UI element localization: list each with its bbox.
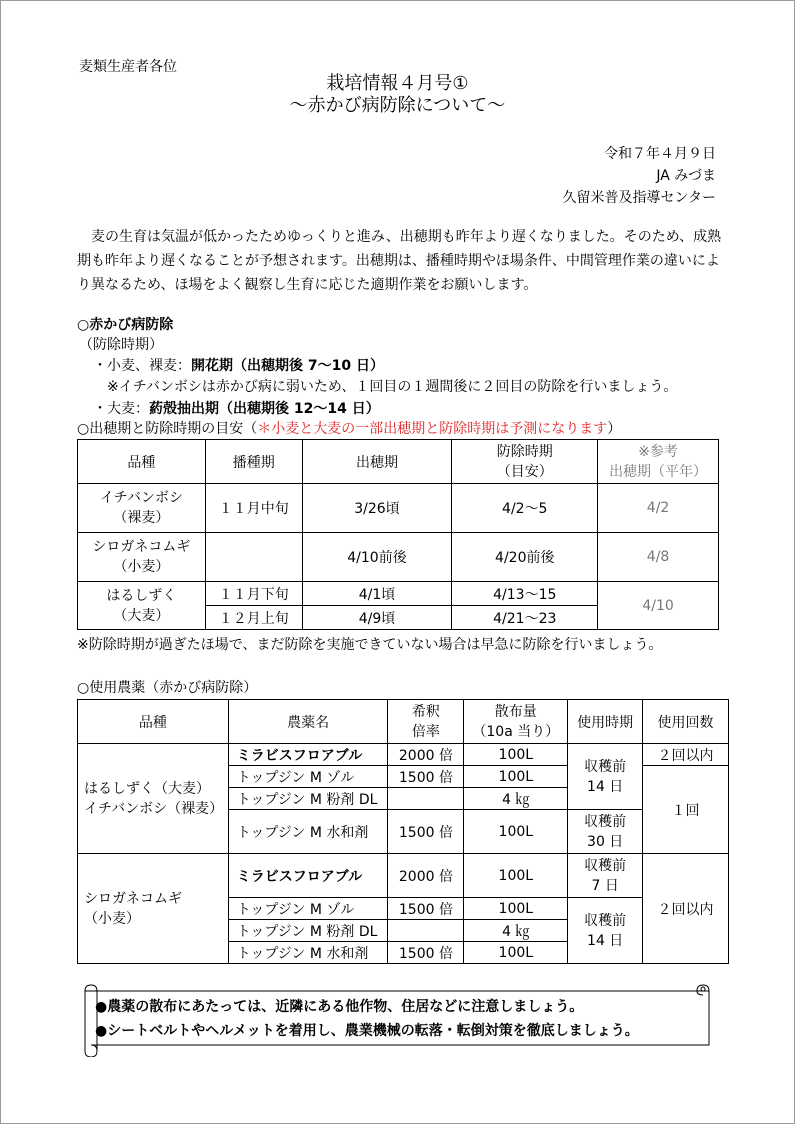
control-cell: 4/21～23 (452, 606, 598, 630)
amount-cell: 100L (464, 766, 568, 788)
wheat-timing-prefix: ・小麦、裸麦： (93, 358, 191, 374)
variety-cell: シロガネコムギ （小麦） (78, 854, 229, 964)
control-cell: 4/20前後 (452, 533, 598, 582)
dilution-cell (388, 920, 464, 942)
pesticide-name: トップジン M ゾル (228, 898, 388, 920)
dilution-cell: 2000 倍 (388, 854, 464, 898)
sowing-cell (205, 533, 302, 582)
header-timing: 使用時期 (568, 700, 643, 744)
ichibanboshi-note: ※イチバンボシは赤かび病に弱いため、１回目の１週間後に２回目の防除を行いましょう。 (107, 379, 678, 395)
dilution-cell: 2000 倍 (388, 744, 464, 766)
timing-cell: 収穫前 14 日 (568, 744, 643, 810)
normal-cell: 4/2 (598, 484, 719, 533)
header-reference: ※参考 出穂期（平年） (598, 440, 719, 484)
header-variety: 品種 (78, 440, 206, 484)
dilution-cell: 1500 倍 (388, 942, 464, 964)
pesticide-name: トップジン M 水和剤 (228, 810, 388, 854)
count-cell: ２回以内 (643, 854, 729, 964)
amount-cell: 100L (464, 942, 568, 964)
table-header-row (78, 700, 729, 744)
heading-cell: 4/9頃 (302, 606, 452, 630)
heading-guide-caption (77, 418, 621, 438)
control-cell: 4/2～5 (452, 484, 598, 533)
table-row (78, 582, 719, 606)
barley-timing-bold: 葯殻抽出期（出穂期後 12～14 日） (149, 401, 380, 417)
intro-section (77, 225, 725, 297)
timing-cell: 収穫前 14 日 (568, 898, 643, 964)
count-cell: １回 (643, 766, 729, 854)
late-control-note: ※防除時期が過ぎたほ場で、まだ防除を実施できていない場合は早急に防除を行いましょう。 (77, 637, 663, 653)
section-heading-control: ○赤かび病防除 (77, 317, 174, 333)
heading-cell: 4/10前後 (302, 533, 452, 582)
table-row (78, 854, 729, 898)
control-cell: 4/13～15 (452, 582, 598, 606)
table-row (78, 533, 719, 582)
table-row (78, 744, 729, 766)
page-subtitle: ～赤かび病防除について～ (289, 95, 506, 116)
amount-cell: 100L (464, 744, 568, 766)
guide-warning: ＊小麦と大麦の一部出穂期と防除時期は予測になります (257, 421, 608, 437)
timing-cell: 収穫前 7 日 (568, 854, 643, 898)
control-timing-label: （防除時期） (79, 337, 163, 353)
notice-line-2: ●シートベルトやヘルメットを着用し、農業機械の転落・転倒対策を徹底しましょう。 (95, 1023, 639, 1039)
normal-cell: 4/10 (598, 582, 719, 630)
header-count: 使用回数 (643, 700, 729, 744)
variety-cell: イチバンボシ （裸麦） (78, 484, 206, 533)
table-header-row (78, 440, 719, 484)
organization-center: 久留米普及指導センター (562, 190, 716, 206)
intro-paragraph: 麦の生育は気温が低かったためゆっくりと進み、出穂期も昨年より遅くなりました。そのため、成熟期も昨年より遅くなることが予想されます。出穂期は、播種時期やほ場条件、中間管理作業の違いにより異なるため、ほ場をよく観察し生育に応じた適期作業をお願いします。 (77, 229, 722, 293)
dilution-cell: 1500 倍 (388, 766, 464, 788)
header-amount: 散布量 （10a 当り） (464, 700, 568, 744)
pesticide-name: トップジン M 粉剤 DL (228, 788, 388, 810)
amount-cell: 100L (464, 854, 568, 898)
heading-schedule-table (77, 439, 719, 630)
header-dilution: 希釈 倍率 (388, 700, 464, 744)
count-cell: ２回以内 (643, 744, 729, 766)
guide-prefix: ○出穂期と防除時期の目安（ (77, 421, 258, 437)
amount-cell: 100L (464, 810, 568, 854)
variety-cell: シロガネコムギ （小麦） (78, 533, 206, 582)
organization-ja: JA みづま (656, 168, 716, 184)
wheat-timing (93, 355, 384, 375)
header-heading: 出穂期 (302, 440, 452, 484)
addressee: 麦類生産者各位 (79, 59, 177, 75)
notice-line-1: ●農薬の散布にあたっては、近隣にある他作物、住居などに注意しましょう。 (95, 999, 584, 1015)
pesticide-name: トップジン M ゾル (228, 766, 388, 788)
dilution-cell (388, 788, 464, 810)
issue-date: 令和７年４月９日 (604, 146, 716, 162)
sowing-cell: １１月中旬 (205, 484, 302, 533)
timing-cell: 収穫前 30 日 (568, 810, 643, 854)
header-control: 防除時期 （目安） (452, 440, 598, 484)
sowing-cell: １２月上旬 (205, 606, 302, 630)
pesticide-name: トップジン M 粉剤 DL (228, 920, 388, 942)
dilution-cell: 1500 倍 (388, 898, 464, 920)
table-row (78, 484, 719, 533)
amount-cell: 4 ㎏ (464, 788, 568, 810)
heading-cell: 4/1頃 (302, 582, 452, 606)
normal-cell: 4/8 (598, 533, 719, 582)
barley-timing-prefix: ・大麦： (93, 401, 149, 417)
guide-suffix: ） (607, 421, 622, 437)
header-variety: 品種 (78, 700, 229, 744)
page-title: 栽培情報４月号① (326, 73, 469, 94)
heading-cell: 3/26頃 (302, 484, 452, 533)
header-pesticide: 農薬名 (228, 700, 388, 744)
safety-notice-scroll (77, 983, 717, 1057)
dilution-cell: 1500 倍 (388, 810, 464, 854)
barley-timing (93, 398, 380, 418)
variety-cell: はるしずく（大麦） イチバンボシ（裸麦） (78, 744, 229, 854)
wheat-timing-bold: 開花期（出穂期後 7～10 日） (191, 358, 384, 374)
pesticide-name: トップジン M 水和剤 (228, 942, 388, 964)
amount-cell: 4 ㎏ (464, 920, 568, 942)
amount-cell: 100L (464, 898, 568, 920)
section-heading-pesticides: ○使用農薬（赤かび病防除） (77, 680, 258, 696)
variety-cell: はるしずく （大麦） (78, 582, 206, 630)
sowing-cell: １１月下旬 (205, 582, 302, 606)
pesticide-table (77, 699, 729, 964)
header-sowing: 播種期 (205, 440, 302, 484)
pesticide-name: ミラビスフロアブル (228, 854, 388, 898)
pesticide-name: ミラビスフロアブル (228, 744, 388, 766)
